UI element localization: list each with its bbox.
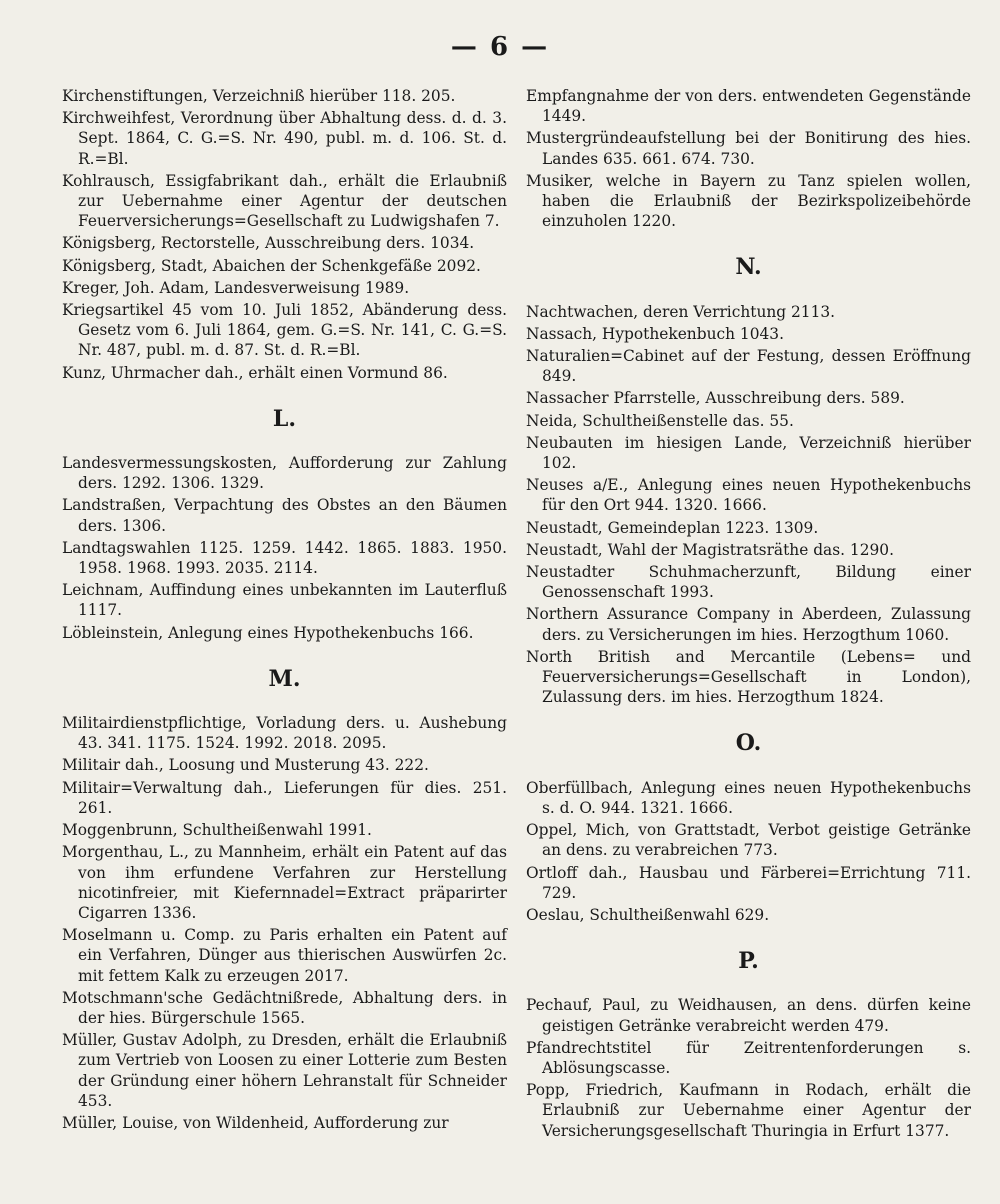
index-entry: Nassacher Pfarrstelle, Ausschreibung ders. 589.: [526, 389, 905, 408]
section-letter-heading: M.: [268, 665, 301, 692]
index-entry: Moselmann u. Comp. zu Paris erhalten ein Patent auf ein Verfahren, Dünger aus thierischen Auswürfen 2c. mit fettem Kalk zu erzeugen 2017.: [62, 926, 507, 985]
index-entry: Mustergründeaufstellung bei der Bonitirung des hies. Landes 635. 661. 674. 730.: [526, 129, 971, 168]
index-entry: Königsberg, Stadt, Abaichen der Schenkgefäße 2092.: [62, 256, 481, 275]
index-entry: Nassach, Hypothekenbuch 1043.: [526, 324, 784, 343]
index-entry: Pechauf, Paul, zu Weidhausen, an dens. dürfen keine geistigen Getränke verabreicht werden 479.: [526, 996, 971, 1035]
index-entry: Müller, Louise, von Wildenheid, Aufforderung zur: [62, 1113, 449, 1132]
index-entry: Landesvermessungskosten, Aufforderung zur Zahlung ders. 1292. 1306. 1329.: [62, 454, 507, 493]
index-entry: Landstraßen, Verpachtung des Obstes an den Bäumen ders. 1306.: [62, 496, 507, 535]
index-entry: Neuses a/E., Anlegung eines neuen Hypothekenbuchs für den Ort 944. 1320. 1666.: [526, 476, 971, 515]
index-entry: Morgenthau, L., zu Mannheim, erhält ein Patent auf das von ihm erfundene Verfahren zur Herstellung nicotinfreier, mit Kiefernnadel=Extract präparirter Cigarren 1336.: [62, 843, 507, 922]
page-number: — 6 —: [450, 32, 550, 62]
index-entry: Naturalien=Cabinet auf der Festung, dessen Eröffnung 849.: [526, 347, 971, 386]
index-entry: Moggenbrunn, Schultheißenwahl 1991.: [62, 821, 372, 840]
left-column: [62, 86, 507, 1135]
index-entry: Leichnam, Auffindung eines unbekannten im Lauterfluß 1117.: [62, 581, 507, 620]
index-entry: Neustadter Schuhmacherzunft, Bildung einer Genossenschaft 1993.: [526, 563, 971, 602]
index-entry: Neida, Schultheißenstelle das. 55.: [526, 411, 794, 430]
index-entry: Königsberg, Rectorstelle, Ausschreibung ders. 1034.: [62, 234, 475, 253]
index-entry: Nachtwachen, deren Verrichtung 2113.: [526, 302, 836, 321]
index-entry: Motschmann'sche Gedächtnißrede, Abhaltung ders. in der hies. Bürgerschule 1565.: [62, 988, 507, 1027]
section-letter-heading: O.: [735, 730, 762, 757]
index-entry: Neustadt, Wahl der Magistratsräthe das. 1290.: [526, 540, 894, 559]
index-entry: Musiker, welche in Bayern zu Tanz spielen wollen, haben die Erlaubniß der Bezirkspolizeibehörde einzuholen 1220.: [526, 171, 971, 231]
index-entry: Empfangnahme der von ders. entwendeten Gegenstände 1449.: [526, 87, 971, 126]
index-entry: Kriegsartikel 45 vom 10. Juli 1852, Abänderung dess. Gesetz vom 6. Juli 1864, gem. G.=S. Nr. 141, C. G.=S. Nr. 487, publ. m. d. 87. St. d. R.=Bl.: [62, 301, 507, 360]
index-entry: North British and Mercantile (Lebens= und Feuerversicherungs=Gesellschaft in London), Zulassung ders. im hies. Herzogthum 1824.: [526, 647, 971, 707]
index-entry: Müller, Gustav Adolph, zu Dresden, erhält die Erlaubniß zum Vertrieb von Loosen zu einer Lotterie zum Besten der Gründung einer höhern Lehranstalt für Schneider 453.: [62, 1031, 507, 1110]
index-entry: Neustadt, Gemeindeplan 1223. 1309.: [526, 518, 819, 537]
index-entry: Kirchenstiftungen, Verzeichniß hierüber 118. 205.: [62, 87, 456, 105]
index-entry: Popp, Friedrich, Kaufmann in Rodach, erhält die Erlaubniß zur Uebernahme einer Agentur der Versicherungsgesellschaft Thuringia in Erfurt 1377.: [526, 1081, 971, 1140]
index-entry: Kunz, Uhrmacher dah., erhält einen Vormund 86.: [62, 363, 448, 382]
right-column: [526, 86, 971, 1143]
section-letter-heading: N.: [735, 254, 762, 281]
index-entry: Militair dah., Loosung und Musterung 43. 222.: [62, 756, 429, 775]
index-entry: Oppel, Mich, von Grattstadt, Verbot geistige Getränke an dens. zu verabreichen 773.: [526, 821, 971, 860]
index-entry: Landtagswahlen 1125. 1259. 1442. 1865. 1883. 1950. 1958. 1968. 1993. 2035. 2114.: [62, 538, 507, 578]
index-entry: Kohlrausch, Essigfabrikant dah., erhält die Erlaubniß zur Uebernahme einer Agentur der deutschen Feuerversicherungs=Gesellschaft zu Ludwigshafen 7.: [62, 171, 507, 231]
index-entry: Kirchweihfest, Verordnung über Abhaltung dess. d. d. 3. Sept. 1864, C. G.=S. Nr. 490, publ. m. d. 106. St. d. R.=Bl.: [62, 109, 507, 168]
index-entry: Pfandrechtstitel für Zeitrentenforderungen s. Ablösungscasse.: [526, 1038, 971, 1077]
index-entry: Ortloff dah., Hausbau und Färberei=Errichtung 711. 729.: [526, 863, 971, 902]
section-letter-heading: P.: [738, 948, 759, 975]
index-entry: Neubauten im hiesigen Lande, Verzeichniß hierüber 102.: [526, 433, 971, 473]
index-entry: Northern Assurance Company in Aberdeen, Zulassung ders. zu Versicherungen im hies. Herzogthum 1060.: [526, 605, 971, 644]
index-entry: Oeslau, Schultheißenwahl 629.: [526, 905, 770, 924]
index-entry: Löbleinstein, Anlegung eines Hypothekenbuchs 166.: [62, 623, 474, 642]
index-entry: Militair=Verwaltung dah., Lieferungen für dies. 251. 261.: [62, 778, 507, 817]
index-entry: Militairdienstpflichtige, Vorladung ders. u. Aushebung 43. 341. 1175. 1524. 1992. 2018. 2095.: [62, 714, 507, 753]
index-entry: Kreger, Joh. Adam, Landesverweisung 1989.: [62, 278, 410, 297]
section-letter-heading: L.: [272, 405, 297, 432]
index-entry: Oberfüllbach, Anlegung eines neuen Hypothekenbuchs s. d. O. 944. 1321. 1666.: [526, 778, 971, 817]
